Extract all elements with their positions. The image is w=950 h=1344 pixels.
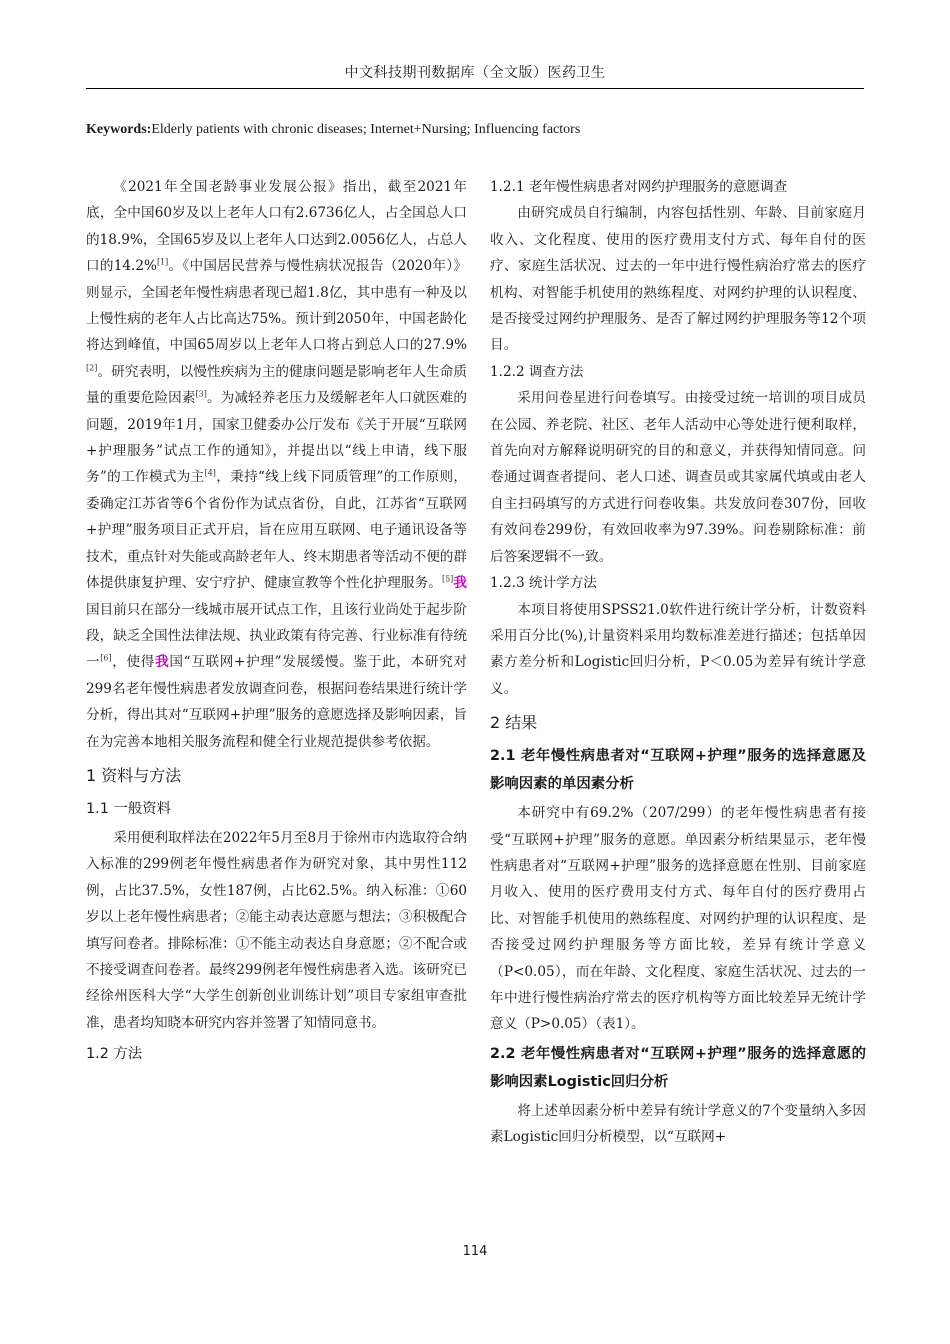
highlighted-char: 我 <box>453 575 468 592</box>
keywords-label: Keywords: <box>86 122 152 137</box>
page-number: 114 <box>462 1244 488 1259</box>
section-heading-1-1: 1.1 一般资料 <box>86 800 172 817</box>
citation-ref[interactable]: [3] <box>195 389 207 399</box>
section-heading-1: 1 资料与方法 <box>86 765 182 785</box>
citation-ref[interactable]: [5] <box>441 574 454 584</box>
highlighted-char: 我 <box>155 654 170 671</box>
section-heading-2: 2 结果 <box>490 713 538 733</box>
section-heading-1-2-3: 1.2.3 统计学方法 <box>490 575 597 592</box>
intro-paragraph <box>86 174 467 755</box>
intro-text-a: 《2021年全国老龄事业发展公报》指出，截至2021年底，全中国60岁及以上老年人口有2.6736亿人，占全国总人口的18.9%，全国65岁及以上老年人口达到2.0056亿人，占总人口的14.2% <box>86 179 467 275</box>
statistics-paragraph: 本项目将使用SPSS21.0软件进行统计学分析，计数资料采用百分比(%),计量资料采用均数标准差进行描述；包括单因素方差分析和Logistic回归分析，P＜0.05为差异有统计学意义。 <box>490 601 866 697</box>
intro-text-c: 。研究表明，以慢性疾病为主的健康问题是影响老年人生命质量的重要危险因素 <box>86 363 467 407</box>
survey-method-paragraph: 采用问卷星进行问卷填写。由接受过统一培训的项目成员在公园、养老院、社区、老年人活动中心等处进行便利取样，首先向对方解释说明研究的目的和意义，并获得知情同意。问卷通过调查者提问、老人口述、调查员或其家属代填或由老人自主扫码填写的方式进行问卷收集。共发放问卷307份，回收有效问卷299份，有效回收率为97.39%。问卷剔除标准：前后答案逻辑不一致。 <box>490 390 866 565</box>
keywords-line <box>86 122 864 138</box>
survey-content-paragraph: 由研究成员自行编制，内容包括性别、年龄、目前家庭月收入、文化程度、使用的医疗费用支付方式、每年自付的医疗、家庭生活状况、过去的一年中进行慢性病治疗常去的医疗机构、对智能手机使用的熟练程度、对网约护理的认识程度、是否接受过网约护理服务、是否了解过网约护理服务等12个项目。 <box>490 205 866 354</box>
citation-ref[interactable]: [4] <box>204 468 216 478</box>
journal-header: 中文科技期刊数据库（全文版）医药卫生 <box>344 65 606 81</box>
intro-text-b: 。《中国居民营养与慢性病状况报告（2020年）》则显示，全国老年慢性病患者现已超1.8亿，其中患有一种及以上慢性病的老年人占比高达75%。预计到2050年，中国老龄化将达到峰值，中国65周岁以上老年人口将占到总人口的27.9% <box>86 258 467 354</box>
intro-text-f: 国目前只在部分一线城市展开试点工作，且该行业尚处于起步阶段，缺乏全国性法律法规、执业政策有待完善、行业标准有待统一 <box>86 601 467 671</box>
right-column <box>490 174 866 1151</box>
logistic-paragraph: 将上述单因素分析中差异有统计学意义的7个变量纳入多因素Logistic回归分析模型，以“互联网+ <box>490 1102 866 1146</box>
section-heading-2-1: 2.1 老年慢性病患者对“互联网+护理”服务的选择意愿及影响因素的单因素分析 <box>490 748 866 793</box>
section-heading-1-2-2: 1.2.2 调查方法 <box>490 363 584 380</box>
section-heading-1-2-1: 1.2.1 老年慢性病患者对网约护理服务的意愿调查 <box>490 179 788 195</box>
intro-text-h: 国“互联网+护理”发展缓慢。鉴于此，本研究对299名老年慢性病患者发放调查问卷，根据问卷结果进行统计学分析，得出其对“互联网+护理”服务的意愿选择及影响因素，旨在为完善本地相关服务流程和健全行业规范提供参考依据。 <box>86 654 467 750</box>
intro-text-d: 。为减轻养老压力及缓解老年人口就医难的问题，2019年1月，国家卫健委办公厅发布《关于开展“互联网+护理服务”试点工作的通知》，并提出以“线上申请，线下服务”的工作模式为主 <box>86 390 468 486</box>
intro-text-e: ，秉持“线上线下同质管理”的工作原则，委确定江苏省等6个省份作为试点省份，自此，江苏省“互联网+护理”服务项目正式开启，旨在应用互联网、电子通讯设备等技术，重点针对失能或高龄老年人、终末期患者等活动不便的群体提供康复护理、安宁疗护、健康宣教等个性化护理服务。 <box>86 469 467 592</box>
section-heading-1-2: 1.2 方法 <box>86 1046 143 1063</box>
univariate-paragraph: 本研究中有69.2%（207/299）的老年慢性病患者有接受“互联网+护理”服务的意愿。单因素分析结果显示，老年慢性病患者对“互联网+护理”服务的选择意愿在性别、目前家庭月收入、使用的医疗费用支付方式、每年自付的医疗费用占比、对智能手机使用的熟练程度、对网约护理的认识程度、是否接受过网约护理服务等方面比较，差异有统计学意义（P<0.05），而在年龄、文化程度、家庭生活状况、过去的一年中进行慢性病治疗常去的医疗机构等方面比较差异无统计学意义（P>0.05）（表1）。 <box>490 805 866 1033</box>
header-rule <box>86 88 864 89</box>
citation-ref[interactable]: [6] <box>100 653 112 663</box>
citation-ref[interactable]: [2] <box>86 363 98 373</box>
intro-text-g: ，使得 <box>111 654 156 671</box>
general-data-paragraph: 采用便利取样法在2022年5月至8月于徐州市内选取符合纳入标准的299例老年慢性病患者作为研究对象，其中男性112例，占比37.5%，女性187例，占比62.5%。纳入标准：①60岁以上老年慢性病患者；②能主动表达意愿与想法；③积极配合填写问卷者。排除标准：①不能主动表达自身意愿；②不配合或不接受调查问卷者。最终299例老年慢性病患者入选。该研究已经徐州医科大学“大学生创新创业训练计划”项目专家组审查批准，患者均知晓本研究内容并签署了知情同意书。 <box>86 829 467 1031</box>
citation-ref[interactable]: [1] <box>156 257 169 267</box>
left-column <box>86 174 467 1070</box>
keywords-text: Elderly patients with chronic diseases; Internet+Nursing; Influencing factors <box>151 122 581 137</box>
section-heading-2-2: 2.2 老年慢性病患者对“互联网+护理”服务的选择意愿的影响因素Logistic回归分析 <box>490 1045 866 1090</box>
